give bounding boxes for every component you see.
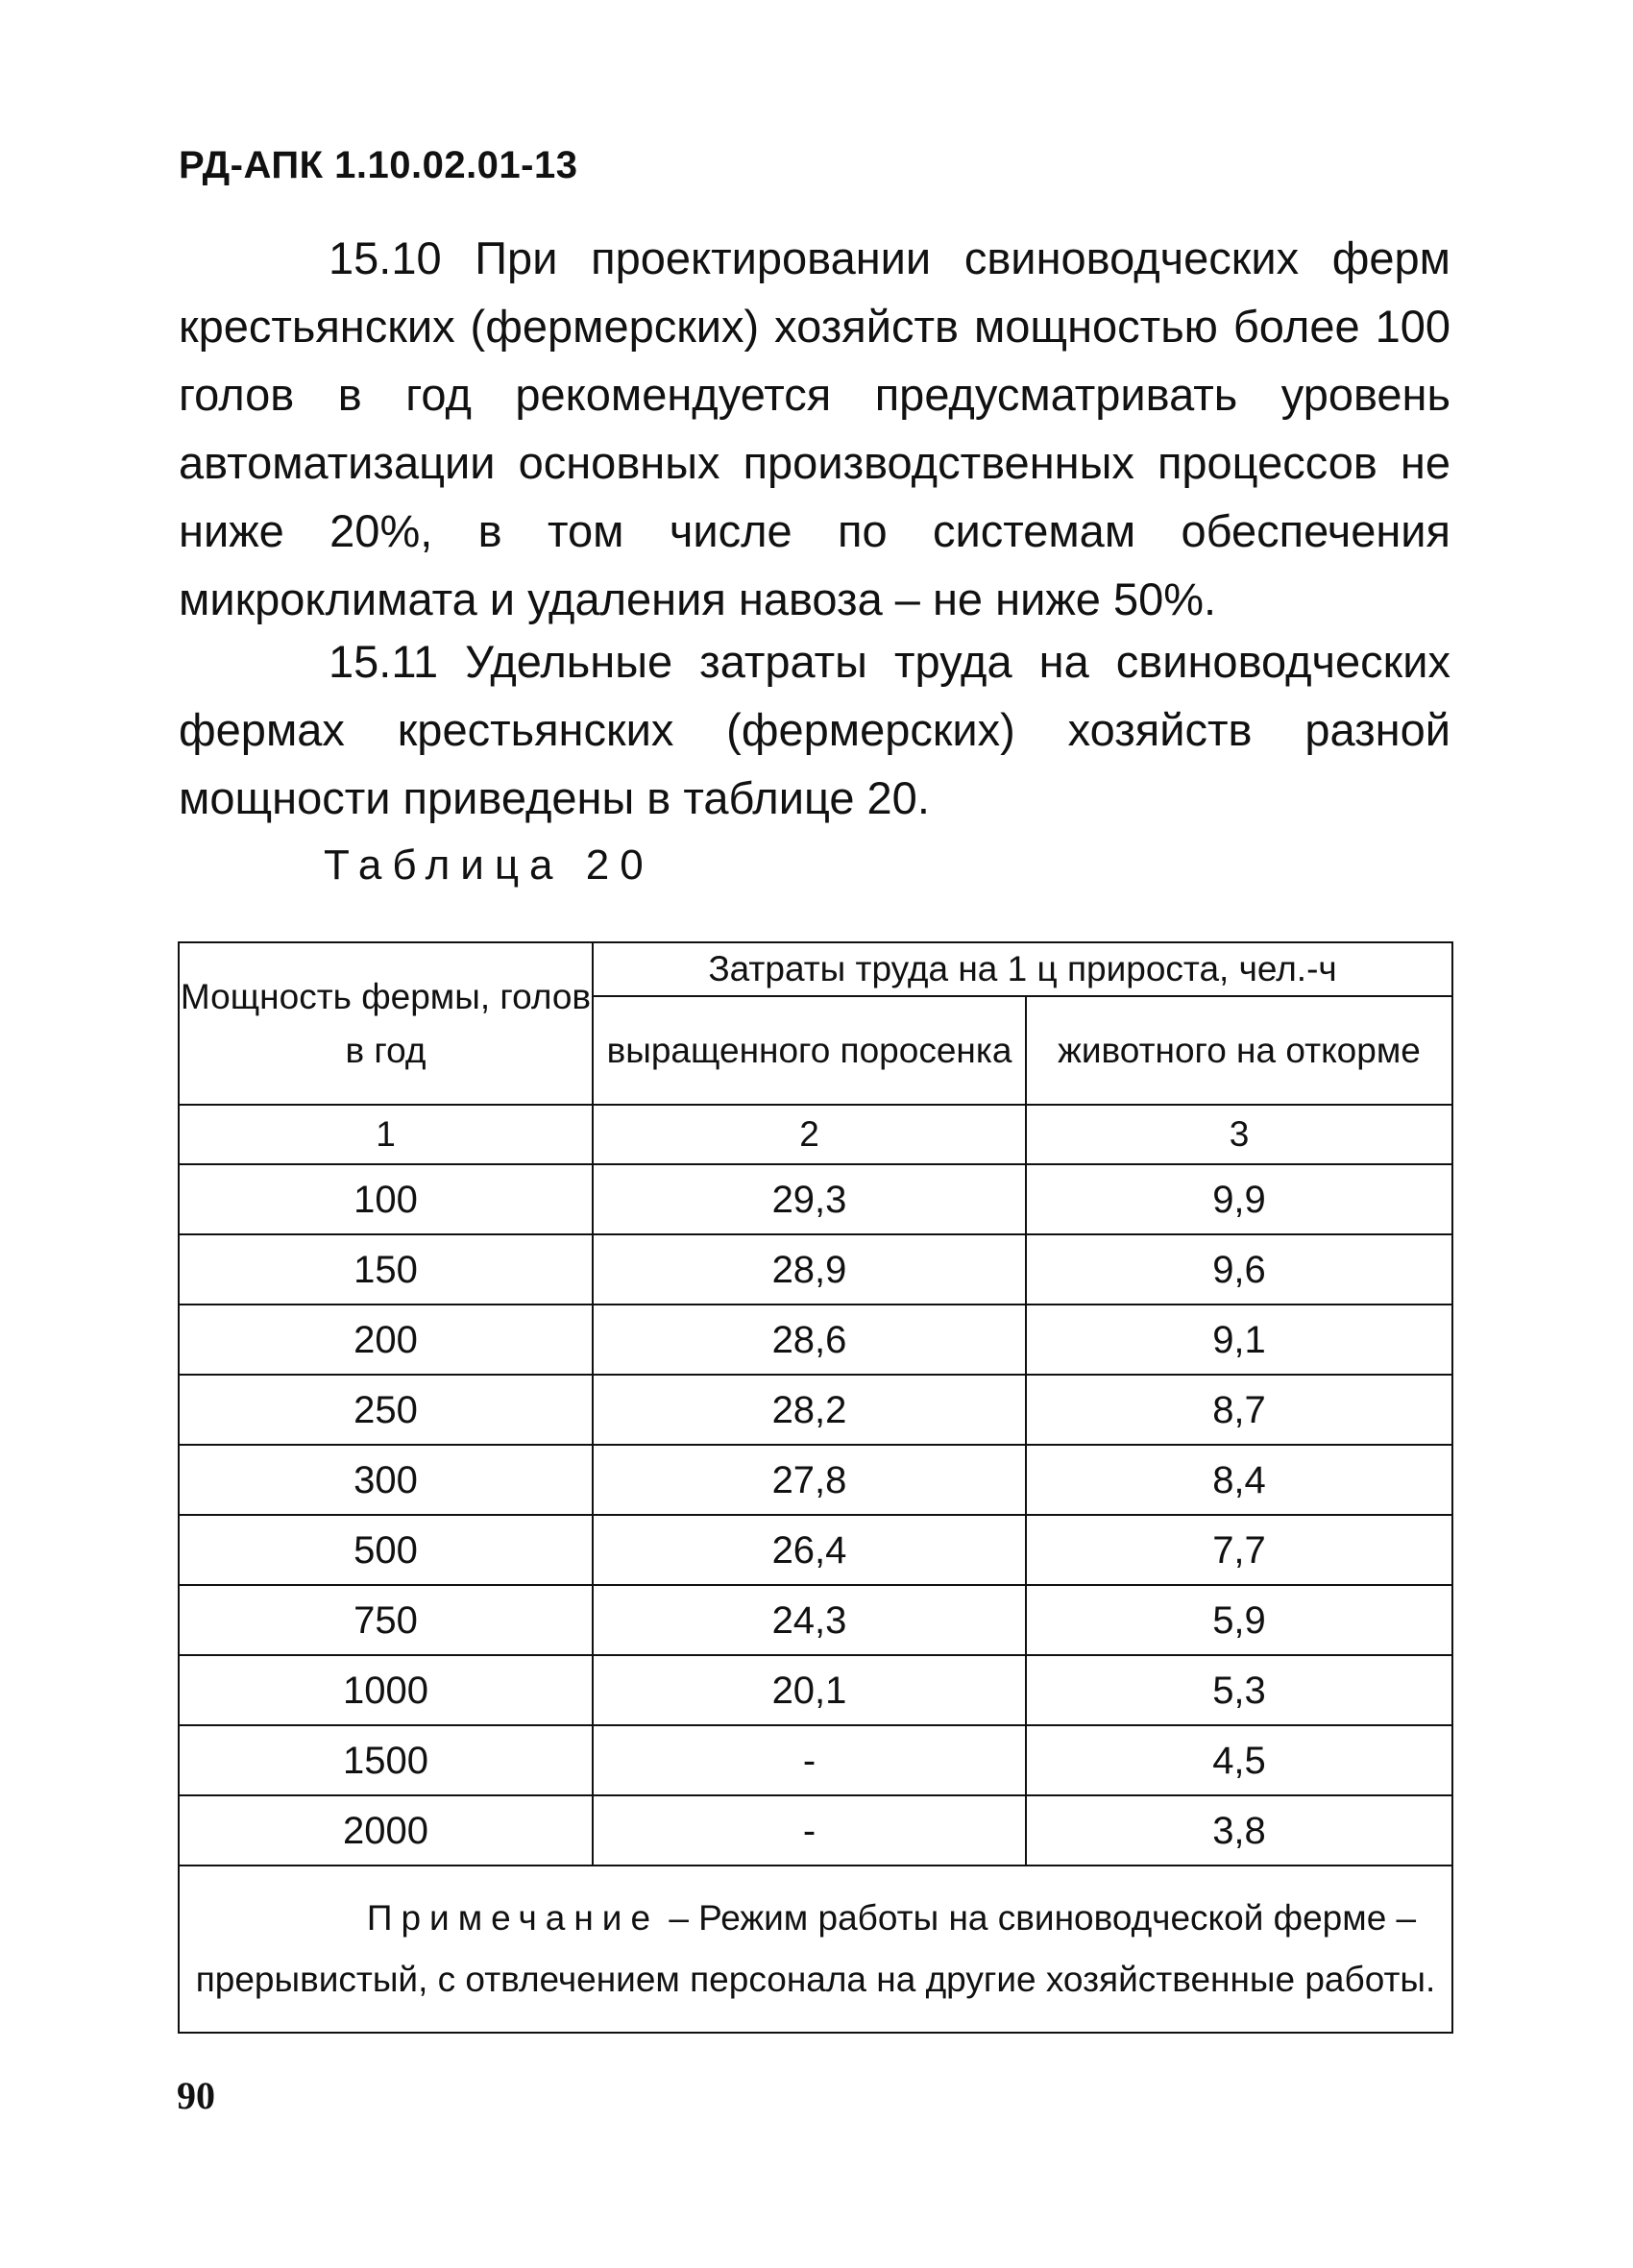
cell-piglet: 28,2 (593, 1375, 1026, 1445)
cell-piglet: 26,4 (593, 1515, 1026, 1585)
table-note (179, 1866, 1452, 2033)
cell-piglet: 28,9 (593, 1234, 1026, 1305)
column-number: 1 (179, 1105, 593, 1164)
cell-fattening: 4,5 (1026, 1725, 1452, 1795)
cell-fattening: 3,8 (1026, 1795, 1452, 1866)
table-row (179, 1515, 1452, 1585)
table-caption: Таблица 20 (324, 841, 654, 889)
cell-fattening: 9,9 (1026, 1164, 1452, 1234)
column-number: 2 (593, 1105, 1026, 1164)
paragraph-15-11: 15.11 Удельные затраты труда на свиноводческих фермах крестьянских (фермерских) хозяйств разной мощности приведены в таблице 20. (179, 636, 1450, 823)
header-piglet: выращенного поросенка (593, 996, 1026, 1105)
table-row (179, 1585, 1452, 1655)
paragraph-15-10: 15.10 При проектировании свиноводческих ферм крестьянских (фермерских) хозяйств мощностью более 100 голов в год рекомендуется предусматривать уровень автоматизации основных производственных процессов не ниже 20%, в том числе по системам обеспечения микроклимата и удаления навоза – не ниже 50%. (179, 232, 1450, 624)
cell-capacity: 750 (179, 1585, 593, 1655)
document-code: РД-АПК 1.10.02.01-13 (179, 144, 578, 186)
note-label: Примечание (366, 1898, 660, 1938)
header-fattening: животного на откорме (1026, 996, 1452, 1105)
cell-fattening: 9,6 (1026, 1234, 1452, 1305)
note-text: – Режим работы на свиноводческой ферме – прерывистый, с отвлечением персонала на другие хозяйственные работы. (195, 1898, 1436, 1999)
cell-capacity: 2000 (179, 1795, 593, 1866)
cell-capacity: 100 (179, 1164, 593, 1234)
column-number: 3 (1026, 1105, 1452, 1164)
table-row (179, 1795, 1452, 1866)
cell-fattening: 5,9 (1026, 1585, 1452, 1655)
labor-cost-table (178, 941, 1453, 2034)
cell-fattening: 5,3 (1026, 1655, 1452, 1725)
table-row (179, 1164, 1452, 1234)
cell-piglet: 20,1 (593, 1655, 1026, 1725)
cell-fattening: 8,7 (1026, 1375, 1452, 1445)
cell-capacity: 300 (179, 1445, 593, 1515)
table-row (179, 1725, 1452, 1795)
table-row (179, 1234, 1452, 1305)
header-labor-costs: Затраты труда на 1 ц прироста, чел.-ч (593, 942, 1452, 996)
cell-piglet: 24,3 (593, 1585, 1026, 1655)
page-number: 90 (177, 2074, 215, 2117)
cell-capacity: 250 (179, 1375, 593, 1445)
cell-piglet: 28,6 (593, 1305, 1026, 1375)
cell-fattening: 8,4 (1026, 1445, 1452, 1515)
cell-capacity: 1500 (179, 1725, 593, 1795)
cell-piglet: - (593, 1795, 1026, 1866)
cell-capacity: 200 (179, 1305, 593, 1375)
table-row (179, 1305, 1452, 1375)
cell-piglet: - (593, 1725, 1026, 1795)
cell-capacity: 150 (179, 1234, 593, 1305)
cell-piglet: 27,8 (593, 1445, 1026, 1515)
table-row (179, 1375, 1452, 1445)
cell-piglet: 29,3 (593, 1164, 1026, 1234)
cell-fattening: 9,1 (1026, 1305, 1452, 1375)
table-row (179, 1445, 1452, 1515)
header-farm-capacity: Мощность фермы, голов в год (179, 942, 593, 1105)
cell-capacity: 1000 (179, 1655, 593, 1725)
cell-capacity: 500 (179, 1515, 593, 1585)
cell-fattening: 7,7 (1026, 1515, 1452, 1585)
table-row (179, 1655, 1452, 1725)
